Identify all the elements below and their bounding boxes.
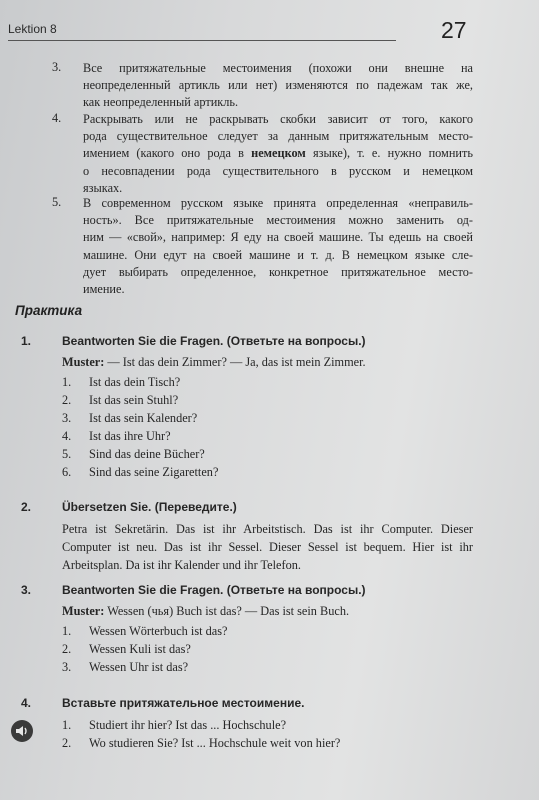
list-item: Wo studieren Sie? Ist ... Hochschule weit von hier?	[89, 736, 341, 750]
note-line: имение.	[83, 282, 125, 297]
muster-text: Wessen (чья) Buch ist das? — Das ist sein Buch.	[104, 604, 350, 618]
exercise-title: Вставьте притяжательное местоимение.	[62, 696, 305, 710]
muster-example	[62, 355, 366, 370]
exercise-title: Beantworten Sie die Fragen. (Ответьте на вопросы.)	[62, 334, 366, 348]
note-line: рода существительное следует за данным притяжательным место-	[83, 129, 473, 144]
note-line: В современном русском языке принята определенная «неправиль-	[83, 196, 473, 210]
list-item-number: 2.	[62, 736, 72, 750]
note-number: 4.	[52, 111, 62, 125]
muster-label: Muster:	[62, 604, 105, 618]
note-line: ним — «свой», например: Я еду на своей машине. Ты едешь на своей	[83, 230, 473, 245]
list-item: Wessen Uhr ist das?	[89, 660, 189, 674]
note-text: языке), т. е. нужно помнить	[305, 146, 473, 161]
list-item-number: 3.	[62, 411, 72, 425]
note-line: Все притяжательные местоимения (похожи они внешне на	[83, 61, 473, 75]
text-line: Computer ist neu. Das ist ihr Sessel. Dieser Sessel ist bequem. Hier ist ihr	[62, 540, 473, 554]
exercise-number: 4.	[21, 696, 32, 710]
list-item-number: 4.	[62, 429, 72, 443]
list-item: Ist das dein Tisch?	[89, 375, 181, 389]
note-line	[83, 145, 473, 162]
note-number: 5.	[52, 195, 62, 209]
list-item-number: 6.	[62, 465, 72, 479]
section-title: Практика	[15, 303, 83, 318]
page-number: 27	[441, 17, 467, 43]
note-line: ность». Все притяжательные местоимения можно заменить од-	[83, 213, 473, 228]
note-line: языках.	[83, 180, 123, 195]
list-item-number: 2.	[62, 393, 72, 407]
list-item: Wessen Wörterbuch ist das?	[89, 624, 228, 638]
header-rule	[8, 40, 396, 41]
note-bold-word: немецком	[251, 146, 306, 161]
note-line: неопределенный артикль или нет) изменяются по падежам так же,	[83, 78, 473, 93]
list-item-number: 3.	[62, 660, 72, 674]
exercise-number: 1.	[21, 334, 32, 348]
note-3	[83, 60, 473, 112]
audio-speaker-icon	[11, 720, 33, 742]
list-item: Sind das deine Bücher?	[89, 447, 205, 461]
translation-text	[62, 520, 473, 574]
muster-text: — Ist das dein Zimmer? — Ja, das ist mein Zimmer.	[104, 355, 366, 369]
note-line: Раскрывать или не раскрывать скобки зависит от того, какого	[83, 112, 473, 126]
list-item-number: 5.	[62, 447, 72, 461]
lesson-header: Lektion 8	[8, 22, 57, 36]
note-number: 3.	[52, 60, 62, 74]
exercise-title: Beantworten Sie die Fragen. (Ответьте на вопросы.)	[62, 583, 366, 597]
exercise-title: Übersetzen Sie. (Переведите.)	[62, 500, 237, 514]
exercise-number: 2.	[21, 500, 32, 514]
note-line: о несовпадении рода существительного в русском и немецком	[83, 163, 473, 178]
list-item: Studiert ihr hier? Ist das ... Hochschule?	[89, 718, 287, 732]
note-line: машине. Они едут на своей машине и т. д. В немецком языке сле-	[83, 247, 473, 262]
note-line: как неопределенный артикль.	[83, 95, 239, 110]
text-line: Petra ist Sekretärin. Das ist ihr Arbeitstisch. Das ist ihr Computer. Dieser	[62, 522, 473, 536]
note-line: дует выбирать определенное, конкретное притяжательное место-	[83, 264, 473, 279]
list-item: Sind das seine Zigaretten?	[89, 465, 219, 479]
list-item-number: 1.	[62, 624, 72, 638]
note-5	[83, 195, 473, 298]
note-text: имением (какого оно рода в	[83, 146, 252, 161]
list-item-number: 1.	[62, 375, 72, 389]
list-item: Ist das ihre Uhr?	[89, 429, 171, 443]
exercise-number: 3.	[21, 583, 32, 597]
text-line: Arbeitsplan. Da ist ihr Kalender und ihr Telefon.	[62, 558, 301, 572]
list-item: Ist das sein Stuhl?	[89, 393, 179, 407]
muster-example	[62, 604, 349, 619]
list-item: Ist das sein Kalender?	[89, 411, 198, 425]
muster-label: Muster:	[62, 355, 105, 369]
note-4	[83, 111, 473, 197]
list-item-number: 2.	[62, 642, 72, 656]
list-item: Wessen Kuli ist das?	[89, 642, 191, 656]
list-item-number: 1.	[62, 718, 72, 732]
